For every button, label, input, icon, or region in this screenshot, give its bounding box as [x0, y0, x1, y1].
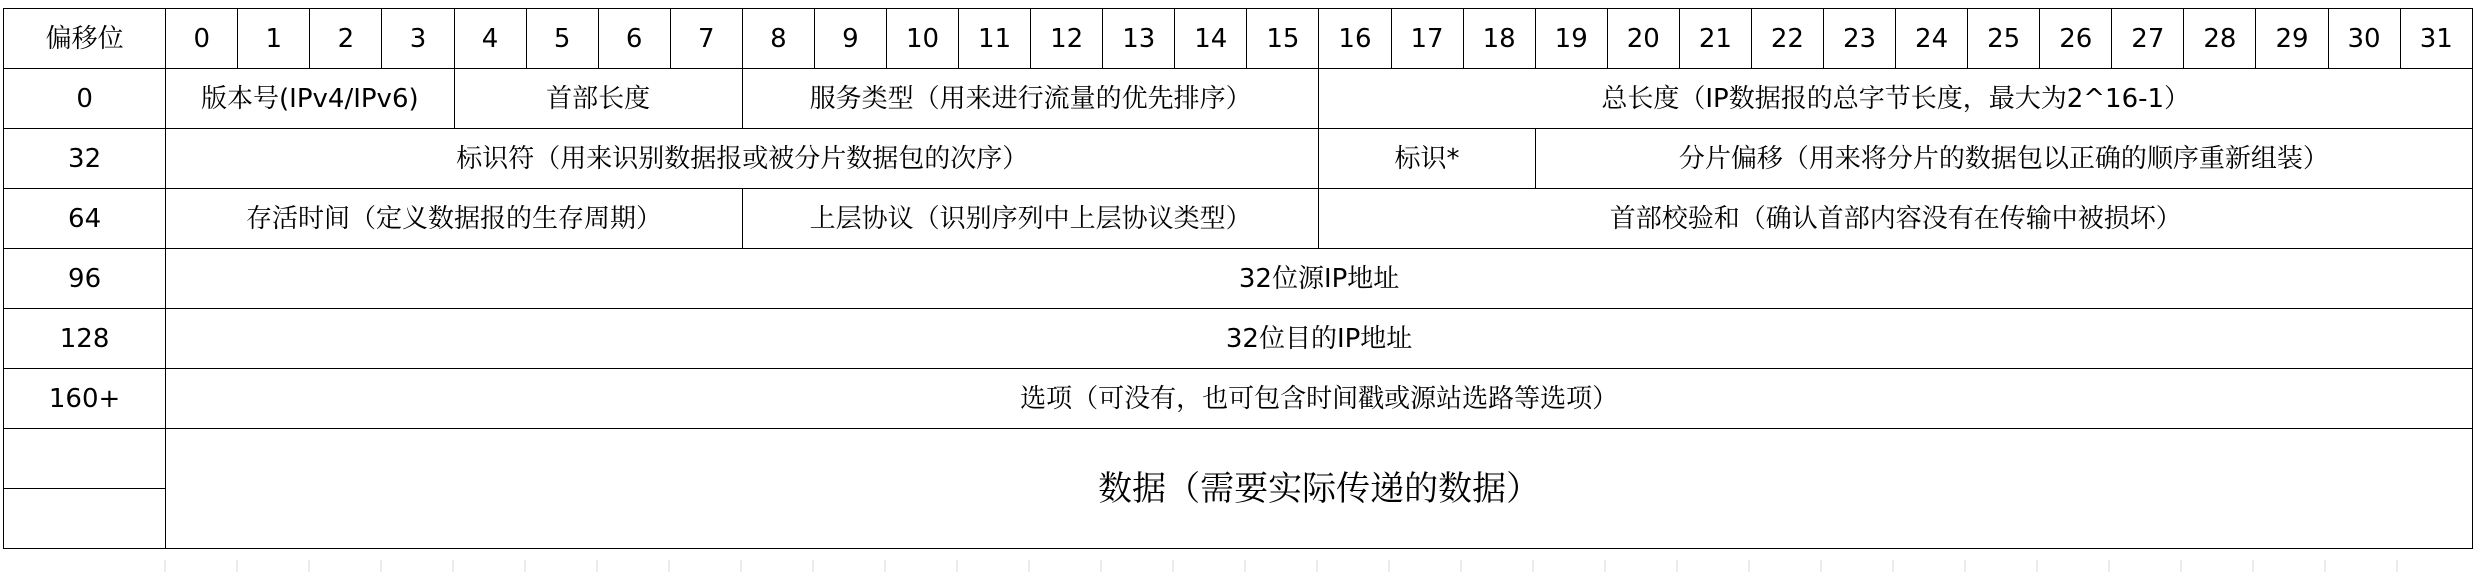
data-row-1 [4, 429, 2473, 489]
ip-header-table [3, 8, 2473, 549]
bit-header-cell: 16 [1319, 9, 1391, 69]
version-field: 版本号(IPv4/IPv6) [166, 69, 454, 129]
total-length-field: 总长度（IP数据报的总字节长度，最大为2^16-1） [1319, 69, 2473, 129]
offset-cell: 160+ [4, 369, 166, 429]
bit-header-cell: 17 [1391, 9, 1463, 69]
header-checksum-field: 首部校验和（确认首部内容没有在传输中被损坏） [1319, 189, 2473, 249]
bit-header-cell: 30 [2328, 9, 2400, 69]
bit-header-cell: 21 [1679, 9, 1751, 69]
bit-header-cell: 23 [1823, 9, 1895, 69]
ttl-field: 存活时间（定义数据报的生存周期） [166, 189, 743, 249]
bit-header-cell: 27 [2112, 9, 2184, 69]
offset-header-cell: 偏移位 [4, 9, 166, 69]
empty-offset-cell [4, 489, 166, 549]
bit-header-cell: 19 [1535, 9, 1607, 69]
offset-cell: 32 [4, 129, 166, 189]
service-type-field: 服务类型（用来进行流量的优先排序） [742, 69, 1319, 129]
bit-header-cell: 4 [454, 9, 526, 69]
bit-header-cell: 1 [238, 9, 310, 69]
offset-cell: 128 [4, 309, 166, 369]
bit-header-row [4, 9, 2473, 69]
options-field: 选项（可没有，也可包含时间戳或源站选路等选项） [166, 369, 2473, 429]
flags-field: 标识* [1319, 129, 1535, 189]
bit-header-cell: 24 [1896, 9, 1968, 69]
row-offset-128 [4, 309, 2473, 369]
bit-header-cell: 18 [1463, 9, 1535, 69]
row-offset-160 [4, 369, 2473, 429]
row-offset-32 [4, 129, 2473, 189]
bit-header-cell: 8 [742, 9, 814, 69]
row-offset-96 [4, 249, 2473, 309]
bit-header-cell: 26 [2040, 9, 2112, 69]
bit-header-cell: 25 [1968, 9, 2040, 69]
bit-header-cell: 29 [2256, 9, 2328, 69]
bit-header-cell: 28 [2184, 9, 2256, 69]
bit-header-cell: 5 [526, 9, 598, 69]
bit-header-cell: 15 [1247, 9, 1319, 69]
row-offset-64 [4, 189, 2473, 249]
bit-header-cell: 6 [598, 9, 670, 69]
protocol-field: 上层协议（识别序列中上层协议类型） [742, 189, 1319, 249]
offset-cell: 64 [4, 189, 166, 249]
bit-header-cell: 20 [1607, 9, 1679, 69]
bit-header-cell: 10 [886, 9, 958, 69]
bit-header-cell: 0 [166, 9, 238, 69]
source-ip-field: 32位源IP地址 [166, 249, 2473, 309]
offset-cell: 0 [4, 69, 166, 129]
empty-offset-cell [4, 429, 166, 489]
fragment-offset-field: 分片偏移（用来将分片的数据包以正确的顺序重新组装） [1535, 129, 2472, 189]
bit-header-cell: 3 [382, 9, 454, 69]
bit-header-cell: 7 [670, 9, 742, 69]
bit-header-cell: 22 [1751, 9, 1823, 69]
bit-header-cell: 9 [814, 9, 886, 69]
bit-header-cell: 11 [959, 9, 1031, 69]
identifier-field: 标识符（用来识别数据报或被分片数据包的次序） [166, 129, 1319, 189]
header-length-field: 首部长度 [454, 69, 742, 129]
spreadsheet-gridline-residue [3, 560, 2473, 572]
destination-ip-field: 32位目的IP地址 [166, 309, 2473, 369]
bit-header-cell: 13 [1103, 9, 1175, 69]
row-offset-0 [4, 69, 2473, 129]
bit-header-cell: 12 [1031, 9, 1103, 69]
bit-header-cell: 14 [1175, 9, 1247, 69]
bit-header-cell: 2 [310, 9, 382, 69]
offset-cell: 96 [4, 249, 166, 309]
data-field: 数据（需要实际传递的数据） [166, 429, 2473, 549]
bit-header-cell: 31 [2400, 9, 2472, 69]
